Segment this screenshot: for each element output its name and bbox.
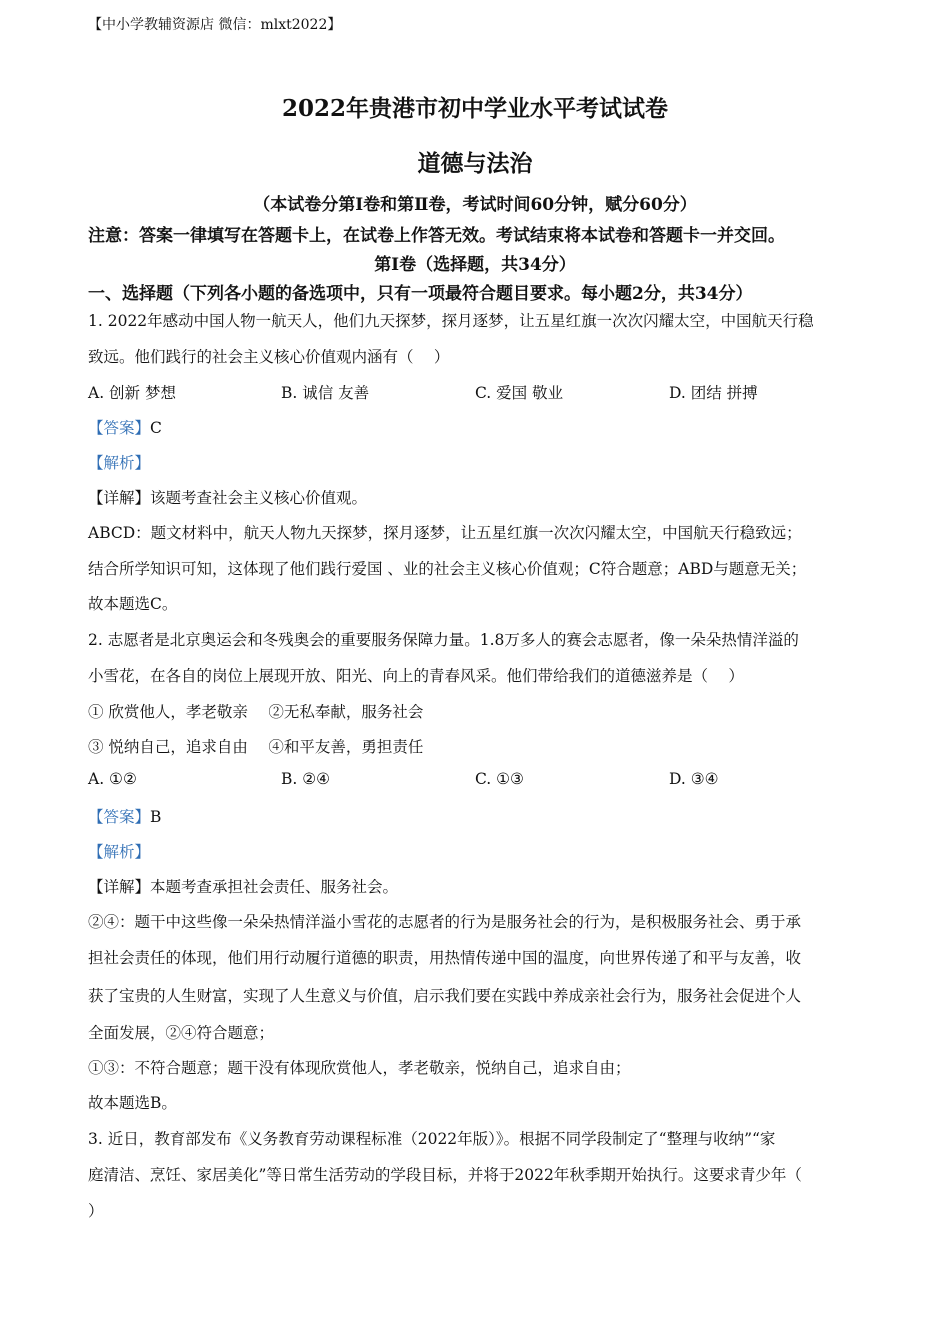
exam-subject: 道德与法治 bbox=[417, 150, 533, 177]
q1-explanation-line2: 结合所学知识可知，这体现了他们践行爱国 、业的社会主义核心价值观；C符合题意；ABD与题意无关； bbox=[88, 560, 807, 578]
section1-heading: 一、选择题（下列各小题的备选项中，只有一项最符合题目要求。每小题2分，共34分） bbox=[88, 284, 753, 304]
q2-stem-line2: 小雪花，在各自的岗位上展现开放、阳光、向上的青春风采。他们带给我们的道德滋养是（ ） bbox=[88, 667, 744, 685]
q2-detail-text: 本题考查承担社会责任、服务社会。 bbox=[150, 878, 399, 896]
answer-label: 【答案】 bbox=[88, 419, 151, 437]
q3-stem-line3: ） bbox=[88, 1202, 104, 1220]
answer-label: 【答案】 bbox=[88, 808, 151, 826]
q1-detail bbox=[88, 486, 367, 508]
part1-heading: 第Ⅰ卷（选择题，共34分） bbox=[374, 255, 576, 275]
q1-explanation-line3: 故本题选C。 bbox=[88, 595, 178, 613]
q2-answer-value: B bbox=[150, 808, 162, 826]
q1-analysis-label: 【解析】 bbox=[88, 454, 151, 472]
q1-explanation-line1: ABCD：题文材料中，航天人物九天探梦，探月逐梦，让五星红旗一次次闪耀太空，中国航天行稳致远； bbox=[88, 524, 802, 542]
detail-label: 【详解】 bbox=[88, 878, 151, 896]
detail-label: 【详解】 bbox=[88, 489, 151, 507]
exam-info: （本试卷分第Ⅰ卷和第Ⅱ卷，考试时间60分钟，赋分60分） bbox=[253, 195, 697, 215]
q2-explanation-line6: 故本题选B。 bbox=[88, 1094, 177, 1112]
q2-explanation-line4: 全面发展，②④符合题意； bbox=[88, 1024, 275, 1042]
q1-detail-text: 该题考查社会主义核心价值观。 bbox=[150, 489, 368, 507]
exam-notice: 注意：答案一律填写在答题卡上，在试卷上作答无效。考试结束将本试卷和答题卡一并交回。 bbox=[88, 226, 785, 246]
q1-stem-line2: 致远。他们践行的社会主义核心价值观内涵有（ ） bbox=[88, 348, 450, 366]
q1-answer-value: C bbox=[150, 419, 162, 437]
q1-option-c: C. 爱国 敬业 bbox=[475, 384, 564, 402]
q2-items-line2: ③ 悦纳自己，追求自由 ④和平友善，勇担责任 bbox=[88, 738, 424, 756]
q2-items-line1: ① 欣赏他人，孝老敬亲 ②无私奉献，服务社会 bbox=[88, 703, 424, 721]
header-note: 【中小学教辅资源店 微信：mlxt2022】 bbox=[88, 17, 342, 33]
q2-option-c: C. ①③ bbox=[475, 770, 524, 788]
q3-stem-line2: 庭清洁、烹饪、家居美化”等日常生活劳动的学段目标，并将于2022年秋季期开始执行。这要求青少年（ bbox=[88, 1166, 802, 1184]
q1-option-b: B. 诚信 友善 bbox=[281, 384, 370, 402]
q2-option-d: D. ③④ bbox=[669, 770, 719, 788]
q2-stem-line1: 2. 志愿者是北京奥运会和冬残奥会的重要服务保障力量。1.8万多人的赛会志愿者，像一朵朵热情洋溢的 bbox=[88, 631, 799, 649]
q2-analysis-label: 【解析】 bbox=[88, 843, 151, 861]
q2-explanation-line1: ②④：题干中这些像一朵朵热情洋溢小雪花的志愿者的行为是服务社会的行为，是积极服务社会、勇于承 bbox=[88, 913, 802, 931]
q2-detail bbox=[88, 875, 398, 897]
q2-explanation-line5: ①③：不符合题意；题干没有体现欣赏他人，孝老敬亲，悦纳自己，追求自由； bbox=[88, 1059, 631, 1077]
q2-answer bbox=[88, 805, 161, 827]
q2-explanation-line2: 担社会责任的体现，他们用行动履行道德的职责，用热情传递中国的温度，向世界传递了和平与友善，收 bbox=[88, 949, 802, 967]
q3-stem-line1: 3. 近日，教育部发布《义务教育劳动课程标准（2022年版）》。根据不同学段制定了“整理与收纳”“家 bbox=[88, 1130, 776, 1148]
q1-option-d: D. 团结 拼搏 bbox=[669, 384, 758, 402]
q1-stem-line1: 1. 2022年感动中国人物一航天人，他们九天探梦，探月逐梦，让五星红旗一次次闪耀太空，中国航天行稳 bbox=[88, 312, 814, 330]
q2-explanation-line3: 获了宝贵的人生财富，实现了人生意义与价值，启示我们要在实践中养成亲社会行为，服务社会促进个人 bbox=[88, 987, 802, 1005]
q1-option-a: A. 创新 梦想 bbox=[88, 384, 176, 402]
q2-option-a: A. ①② bbox=[88, 770, 137, 788]
q2-option-b: B. ②④ bbox=[281, 770, 331, 788]
exam-title: 2022年贵港市初中学业水平考试试卷 bbox=[281, 95, 668, 122]
q1-answer bbox=[88, 416, 162, 438]
